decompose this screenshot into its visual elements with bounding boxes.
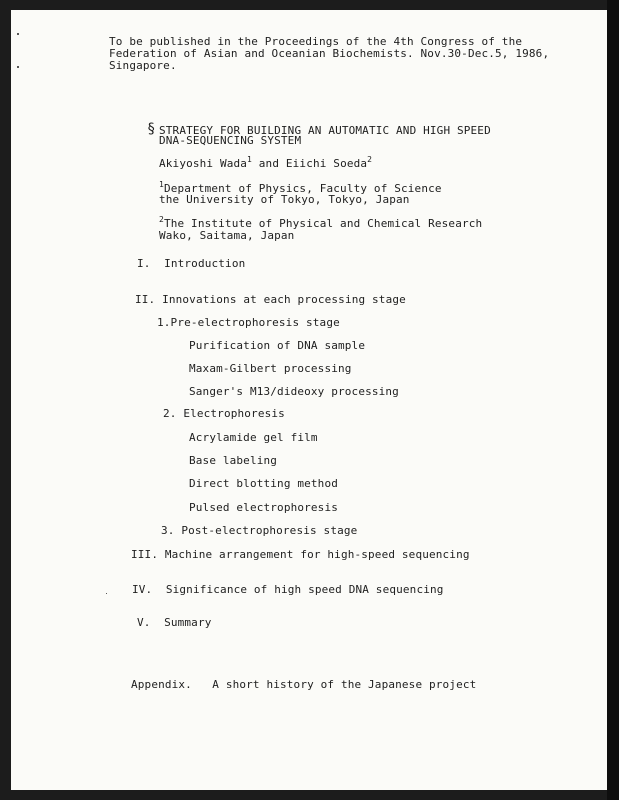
- publication-note-line-1: To be published in the Proceedings of the 4th Congress of the: [109, 35, 523, 48]
- affiliation-1-line-1: $^1$Department of Physics, Faculty of Science: [159, 180, 442, 195]
- outline-item: Sanger's M13/dideoxy processing: [189, 385, 399, 398]
- outline-section-3: III. Machine arrangement for high-speed sequencing: [131, 548, 470, 561]
- affiliation-1-mark: 1: [159, 180, 164, 189]
- outline-item: Purification of DNA sample: [189, 339, 366, 352]
- outline-item: Base labeling: [189, 454, 278, 467]
- authors: [159, 155, 373, 170]
- outline-item: Acrylamide gel film: [189, 431, 318, 444]
- binder-mark: [17, 66, 19, 68]
- outline-section-2: II. Innovations at each processing stage: [135, 293, 406, 306]
- affiliation-2-line-1: $^2$The Institute of Physical and Chemical Research: [159, 215, 483, 230]
- author-2-affiliation-mark: 2: [367, 155, 373, 164]
- author-1-affiliation-mark: 1: [247, 155, 253, 164]
- scan-edge-right: [607, 0, 619, 800]
- publication-note-line-2: Federation of Asian and Oceanian Biochemists. Nov.30-Dec.5, 1986,: [109, 47, 550, 60]
- outline-subsection-2-1: 1.Pre-electrophoresis stage: [157, 316, 340, 329]
- outline-section-1: I. Introduction: [137, 257, 246, 270]
- outline-item: Pulsed electrophoresis: [189, 501, 338, 514]
- margin-dot: [106, 593, 107, 594]
- appendix-line: Appendix. A short history of the Japanese project: [131, 678, 477, 691]
- outline-section-4: IV. Significance of high speed DNA sequencing: [132, 583, 444, 596]
- paper-title-line-1: STRATEGY FOR BUILDING AN AUTOMATIC AND HIGH SPEED: [159, 124, 491, 137]
- affiliation-2-line-2: Wako, Saitama, Japan: [159, 229, 295, 242]
- author-2: Eiichi Soeda: [285, 157, 368, 170]
- affiliation-2-mark: 2: [159, 215, 164, 224]
- author-1: Akiyoshi Wada: [159, 157, 248, 170]
- outline-subsection-2-2: 2. Electrophoresis: [163, 407, 285, 420]
- publication-note-line-3: Singapore.: [109, 59, 177, 72]
- outline-subsection-2-3: 3. Post-electrophoresis stage: [161, 524, 358, 537]
- author-connector: and: [252, 157, 286, 170]
- outline-item: Maxam-Gilbert processing: [189, 362, 352, 375]
- document-page: [11, 10, 607, 790]
- affiliation-1-line-2: the University of Tokyo, Tokyo, Japan: [159, 193, 410, 206]
- outline-section-5: V. Summary: [137, 616, 212, 629]
- paper-title-line-2: DNA-SEQUENCING SYSTEM: [159, 134, 302, 147]
- binder-mark: [17, 33, 19, 35]
- outline-item: Direct blotting method: [189, 477, 338, 490]
- section-symbol: §: [147, 121, 156, 137]
